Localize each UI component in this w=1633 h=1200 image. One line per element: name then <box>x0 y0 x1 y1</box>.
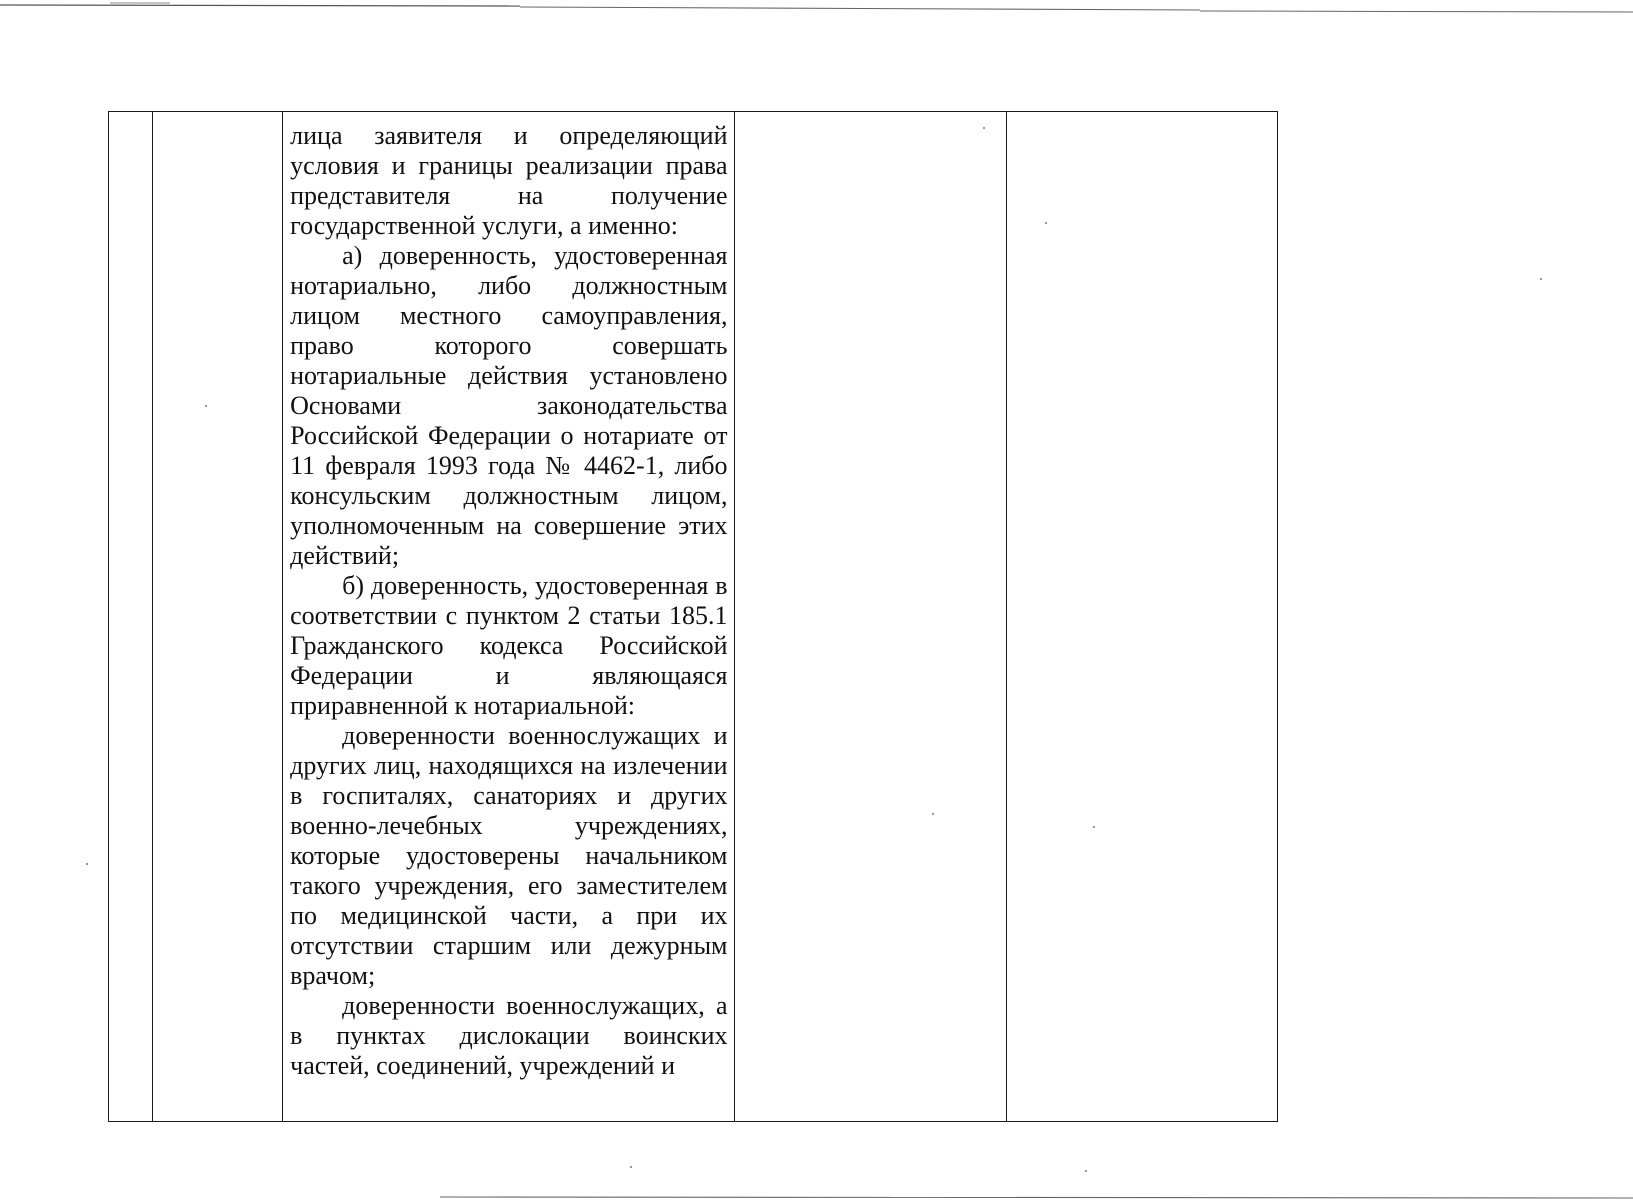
scan-speck <box>630 1166 632 1168</box>
table-cell-name <box>153 112 283 1122</box>
cell-text-block <box>283 112 733 1081</box>
paragraph-military-units: доверенности военнослужащих, а в пунктах дислокации воинских частей, соединений, учреждений и <box>290 991 728 1080</box>
paragraph-item-b: б) доверенность, удостоверенная в соответствии с пунктом 2 статьи 185.1 Гражданского кодекса Российской Федерации и являющаяся приравненной к нотариальной: <box>290 571 728 720</box>
paragraph-military-hospital: доверенности военнослужащих и других лиц, находящихся на излечении в госпиталях, санаториях и других военно-лечебных учреждениях, которые удостоверены начальником такого учреждения, его заместителем по медицинской части, а при их отсутствии старшим или дежурным врачом; <box>290 721 728 990</box>
scan-speck <box>1085 1170 1087 1172</box>
table-cell-description <box>283 112 734 1122</box>
table-row <box>109 112 1278 1122</box>
scan-bottom-edge <box>0 1186 1633 1200</box>
table-cell-column-4 <box>734 112 1006 1122</box>
scan-speck <box>86 863 88 865</box>
paragraph-item-a: а) доверенность, удостоверенная нотариально, либо должностным лицом местного самоуправления, право которого совершать нотариальные действия установлено Основами законодательства Российской Федерации о нотариате от 11 февраля 1993 года № 4462-1, либо консульским должностным лицом, уполномоченным на совершение этих действий; <box>290 241 728 570</box>
scan-speck <box>1540 278 1542 280</box>
table-cell-column-5 <box>1006 112 1277 1122</box>
scan-top-edge <box>0 0 1633 14</box>
paragraph-intro: лица заявителя и определяющий условия и границы реализации права представителя на получение государственной услуги, а именно: <box>290 121 728 240</box>
table-cell-number <box>109 112 153 1122</box>
document-table <box>108 111 1278 1122</box>
